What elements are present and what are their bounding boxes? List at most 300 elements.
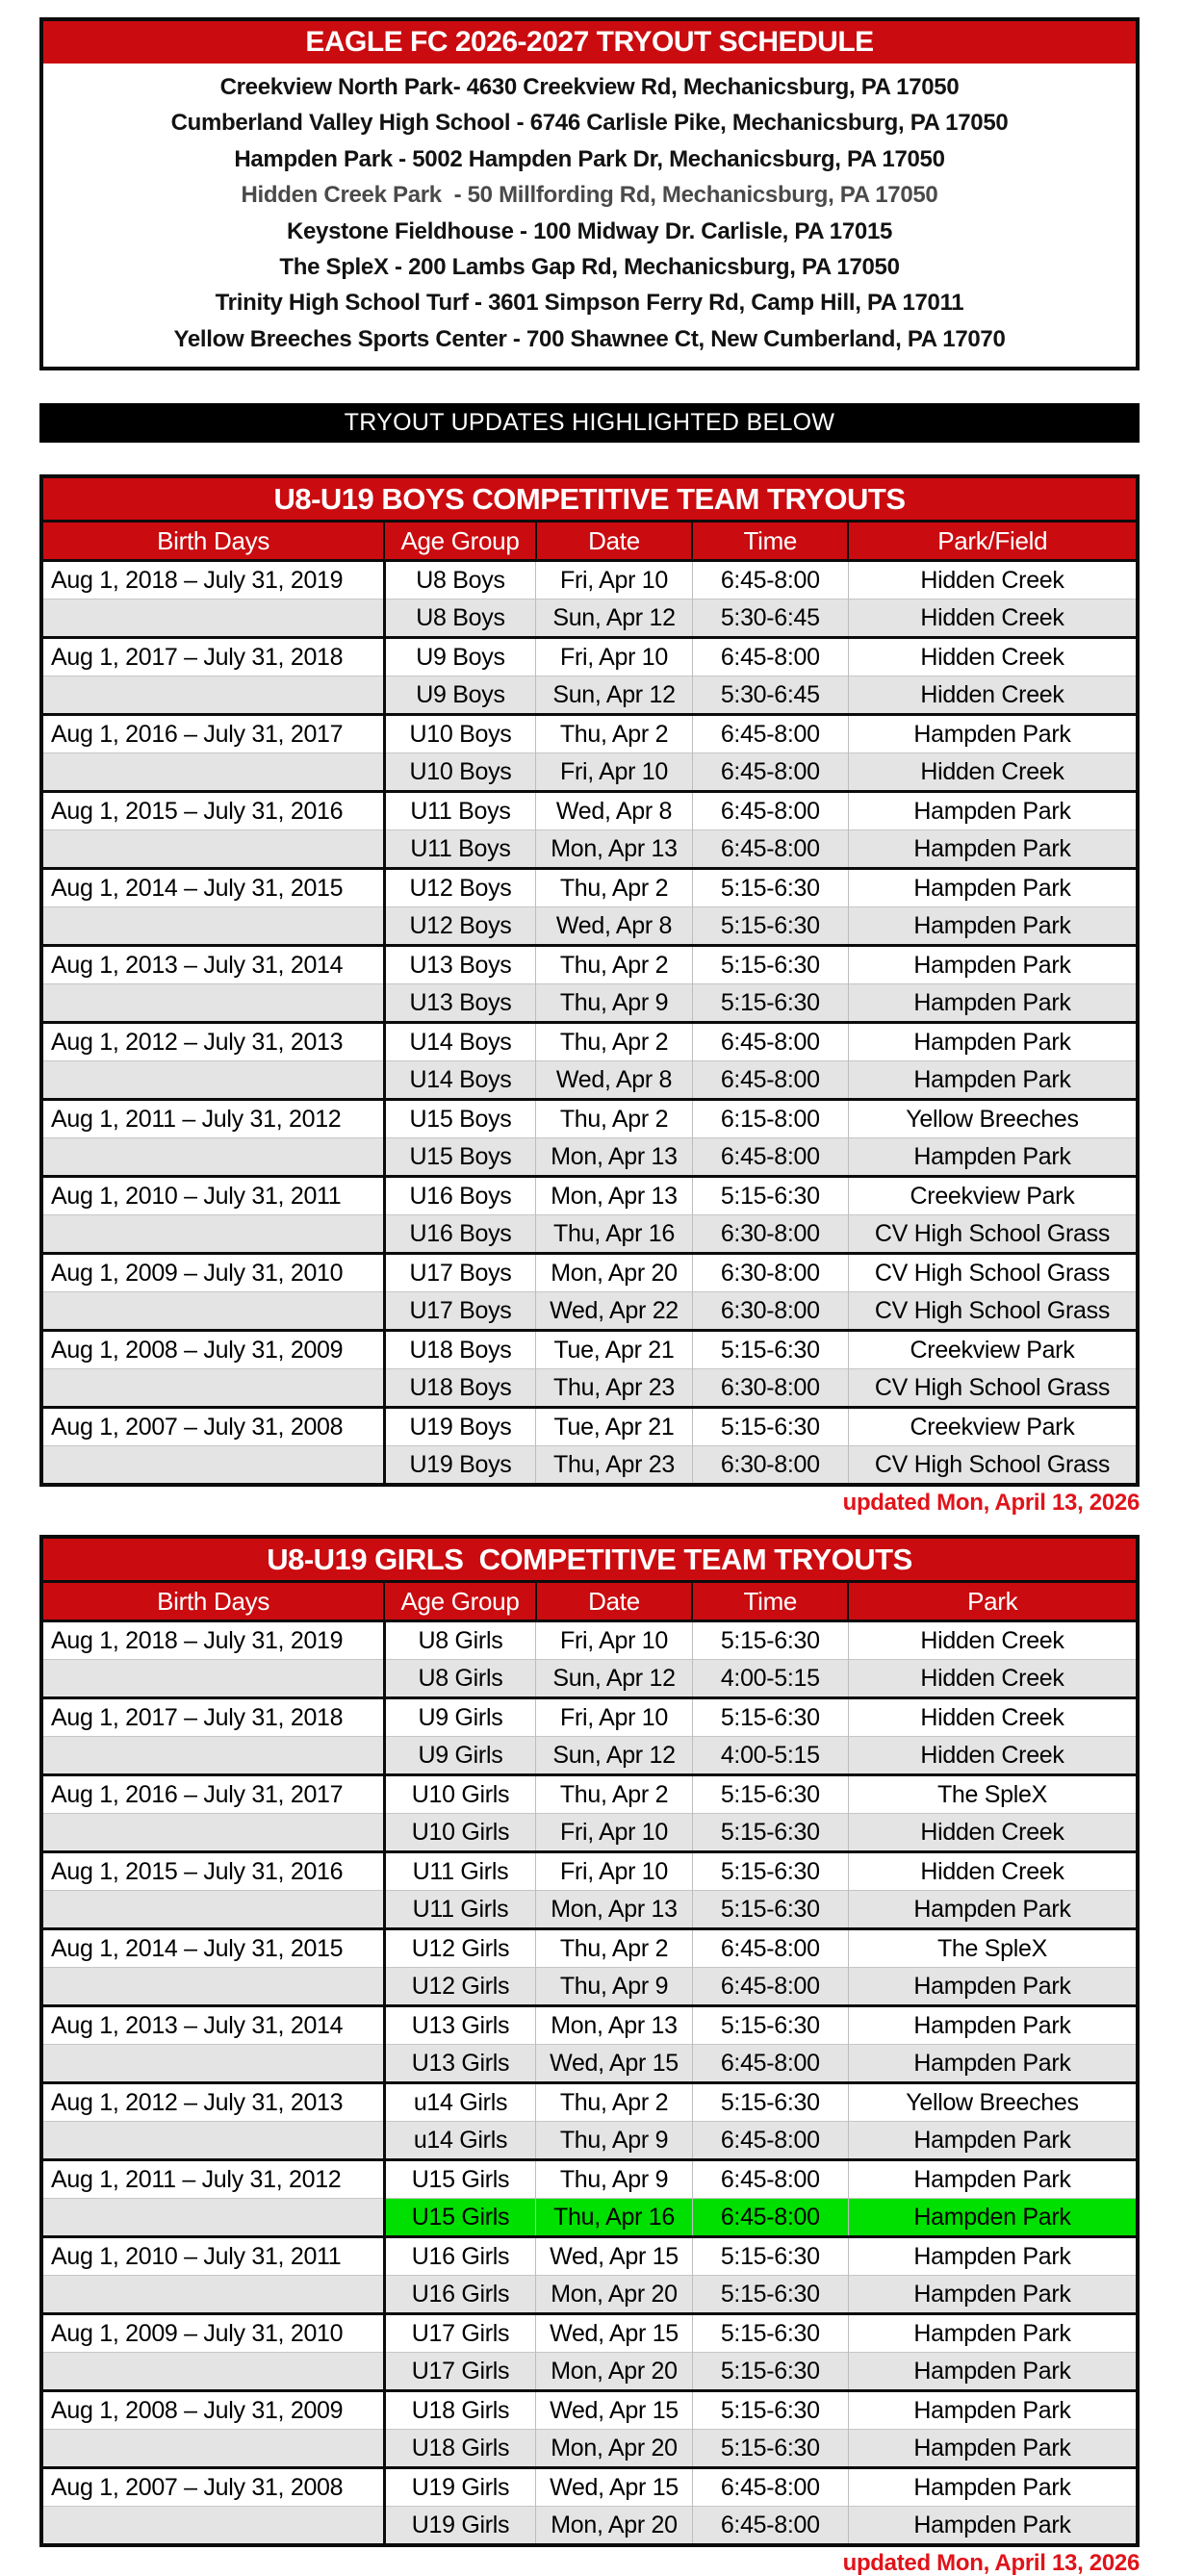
date-cell: Fri, Apr 10 — [536, 638, 692, 676]
table-row — [43, 1891, 1136, 1929]
table-row — [43, 599, 1136, 638]
table-row — [43, 2006, 1136, 2045]
time-cell: 6:30-8:00 — [692, 1369, 848, 1408]
table-row — [43, 2468, 1136, 2507]
table-row — [43, 1369, 1136, 1408]
age-group-cell: U8 Boys — [384, 561, 536, 599]
park-cell: Hampden Park — [848, 1023, 1136, 1061]
boys-table-title: U8-U19 BOYS COMPETITIVE TEAM TRYOUTS — [43, 478, 1136, 523]
park-cell: Hampden Park — [848, 1968, 1136, 2006]
birth-days-cell: Aug 1, 2007 – July 31, 2008 — [43, 2468, 384, 2507]
park-cell: Hampden Park — [848, 2160, 1136, 2199]
birth-days-cell — [43, 2430, 384, 2468]
age-group-cell: U15 Boys — [384, 1100, 536, 1138]
time-cell: 5:30-6:45 — [692, 676, 848, 715]
table-row — [43, 715, 1136, 753]
birth-days-cell — [43, 2507, 384, 2544]
birth-days-cell — [43, 1737, 384, 1775]
birth-days-cell — [43, 1061, 384, 1100]
park-cell: Hampden Park — [848, 1061, 1136, 1100]
location-line: Hampden Park - 5002 Hampden Park Dr, Mechanicsburg, PA 17050 — [234, 145, 945, 172]
age-group-cell: U19 Girls — [384, 2468, 536, 2507]
column-header: Time — [692, 523, 848, 561]
park-cell: Hidden Creek — [848, 676, 1136, 715]
park-cell: Creekview Park — [848, 1331, 1136, 1369]
date-cell: Wed, Apr 15 — [536, 2314, 692, 2353]
time-cell: 6:45-8:00 — [692, 2507, 848, 2544]
date-cell: Mon, Apr 20 — [536, 1254, 692, 1292]
time-cell: 6:45-8:00 — [692, 1968, 848, 2006]
column-header: Date — [536, 1583, 692, 1621]
birth-days-cell — [43, 907, 384, 946]
age-group-cell: U11 Girls — [384, 1891, 536, 1929]
birth-days-cell — [43, 1968, 384, 2006]
time-cell: 6:45-8:00 — [692, 830, 848, 869]
table-row — [43, 1929, 1136, 1968]
date-cell: Mon, Apr 13 — [536, 1177, 692, 1215]
table-row — [43, 1215, 1136, 1254]
park-cell: Hidden Creek — [848, 561, 1136, 599]
date-cell: Wed, Apr 15 — [536, 2391, 692, 2430]
park-cell: Hampden Park — [848, 1891, 1136, 1929]
age-group-cell: U18 Boys — [384, 1331, 536, 1369]
age-group-cell: U13 Boys — [384, 946, 536, 984]
date-cell: Thu, Apr 2 — [536, 2083, 692, 2122]
location-line: Creekview North Park- 4630 Creekview Rd, Mechanicsburg, PA 17050 — [219, 74, 960, 100]
park-cell: CV High School Grass — [848, 1369, 1136, 1408]
date-cell: Fri, Apr 10 — [536, 1698, 692, 1737]
table-row — [43, 2276, 1136, 2314]
date-cell: Mon, Apr 13 — [536, 2006, 692, 2045]
time-cell: 5:15-6:30 — [692, 2276, 848, 2314]
time-cell: 4:00-5:15 — [692, 1660, 848, 1698]
table-row — [43, 2507, 1136, 2544]
age-group-cell: U15 Boys — [384, 1138, 536, 1177]
park-cell: Hampden Park — [848, 2122, 1136, 2160]
birth-days-cell: Aug 1, 2009 – July 31, 2010 — [43, 2314, 384, 2353]
birth-days-cell: Aug 1, 2008 – July 31, 2009 — [43, 2391, 384, 2430]
date-cell: Wed, Apr 8 — [536, 1061, 692, 1100]
birth-days-cell — [43, 1292, 384, 1331]
date-cell: Fri, Apr 10 — [536, 1814, 692, 1852]
column-header: Time — [692, 1583, 848, 1621]
time-cell: 6:30-8:00 — [692, 1215, 848, 1254]
birth-days-cell: Aug 1, 2012 – July 31, 2013 — [43, 2083, 384, 2122]
table-row — [43, 2083, 1136, 2122]
table-row — [43, 984, 1136, 1023]
park-cell: The SpleX — [848, 1775, 1136, 1814]
time-cell: 5:15-6:30 — [692, 2353, 848, 2391]
time-cell: 5:15-6:30 — [692, 2083, 848, 2122]
park-cell: CV High School Grass — [848, 1292, 1136, 1331]
park-cell: Hampden Park — [848, 830, 1136, 869]
time-cell: 6:30-8:00 — [692, 1292, 848, 1331]
updates-banner: TRYOUT UPDATES HIGHLIGHTED BELOW — [39, 403, 1140, 443]
time-cell: 6:45-8:00 — [692, 2160, 848, 2199]
time-cell: 6:45-8:00 — [692, 1023, 848, 1061]
time-cell: 6:15-8:00 — [692, 1100, 848, 1138]
park-cell: Hidden Creek — [848, 638, 1136, 676]
age-group-cell: U13 Girls — [384, 2006, 536, 2045]
table-row — [43, 1660, 1136, 1698]
location-line: Yellow Breeches Sports Center - 700 Shawnee Ct, New Cumberland, PA 17070 — [173, 325, 1006, 352]
birth-days-cell — [43, 1369, 384, 1408]
table-row — [43, 946, 1136, 984]
time-cell: 5:15-6:30 — [692, 1331, 848, 1369]
age-group-cell: U10 Girls — [384, 1814, 536, 1852]
time-cell: 5:15-6:30 — [692, 2314, 848, 2353]
date-cell: Mon, Apr 13 — [536, 830, 692, 869]
date-cell: Fri, Apr 10 — [536, 561, 692, 599]
age-group-cell: U16 Girls — [384, 2237, 536, 2276]
birth-days-cell: Aug 1, 2018 – July 31, 2019 — [43, 1621, 384, 1660]
birth-days-cell: Aug 1, 2007 – July 31, 2008 — [43, 1408, 384, 1446]
park-cell: Hampden Park — [848, 2468, 1136, 2507]
time-cell: 6:30-8:00 — [692, 1254, 848, 1292]
age-group-cell: U8 Boys — [384, 599, 536, 638]
park-cell: Hampden Park — [848, 2391, 1136, 2430]
date-cell: Tue, Apr 21 — [536, 1408, 692, 1446]
table-row — [43, 753, 1136, 792]
date-cell: Fri, Apr 10 — [536, 1621, 692, 1660]
age-group-cell: U12 Boys — [384, 907, 536, 946]
birth-days-cell — [43, 2276, 384, 2314]
location-line: Trinity High School Turf - 3601 Simpson Ferry Rd, Camp Hill, PA 17011 — [215, 290, 964, 317]
date-cell: Sun, Apr 12 — [536, 1737, 692, 1775]
date-cell: Thu, Apr 9 — [536, 2160, 692, 2199]
date-cell: Thu, Apr 23 — [536, 1446, 692, 1484]
park-cell: Yellow Breeches — [848, 2083, 1136, 2122]
age-group-cell: U17 Boys — [384, 1254, 536, 1292]
table-row — [43, 2199, 1136, 2237]
age-group-cell: U14 Boys — [384, 1061, 536, 1100]
time-cell: 5:15-6:30 — [692, 2430, 848, 2468]
age-group-cell: u14 Girls — [384, 2122, 536, 2160]
age-group-cell: U17 Boys — [384, 1292, 536, 1331]
birth-days-cell — [43, 1660, 384, 1698]
table-row — [43, 1775, 1136, 1814]
time-cell: 6:45-8:00 — [692, 638, 848, 676]
age-group-cell: U9 Boys — [384, 638, 536, 676]
time-cell: 5:15-6:30 — [692, 1814, 848, 1852]
birth-days-cell — [43, 1138, 384, 1177]
column-header: Birth Days — [43, 523, 384, 561]
time-cell: 5:15-6:30 — [692, 907, 848, 946]
table-row — [43, 869, 1136, 907]
birth-days-cell: Aug 1, 2015 – July 31, 2016 — [43, 1852, 384, 1891]
time-cell: 5:15-6:30 — [692, 2391, 848, 2430]
age-group-cell: U17 Girls — [384, 2314, 536, 2353]
age-group-cell: U12 Girls — [384, 1929, 536, 1968]
date-cell: Wed, Apr 15 — [536, 2468, 692, 2507]
table-row — [43, 2314, 1136, 2353]
date-cell: Thu, Apr 23 — [536, 1369, 692, 1408]
park-cell: Creekview Park — [848, 1177, 1136, 1215]
date-cell: Thu, Apr 2 — [536, 1775, 692, 1814]
date-cell: Thu, Apr 9 — [536, 2122, 692, 2160]
age-group-cell: U9 Girls — [384, 1737, 536, 1775]
table-row — [43, 1023, 1136, 1061]
location-directory — [39, 17, 1140, 370]
birth-days-cell: Aug 1, 2008 – July 31, 2009 — [43, 1331, 384, 1369]
table-row — [43, 1100, 1136, 1138]
date-cell: Mon, Apr 20 — [536, 2276, 692, 2314]
birth-days-cell: Aug 1, 2016 – July 31, 2017 — [43, 715, 384, 753]
time-cell: 5:15-6:30 — [692, 1408, 848, 1446]
park-cell: Hampden Park — [848, 2507, 1136, 2544]
age-group-cell: U19 Girls — [384, 2507, 536, 2544]
park-cell: Hidden Creek — [848, 1698, 1136, 1737]
table-row — [43, 1968, 1136, 2006]
age-group-cell: U15 Girls — [384, 2199, 536, 2237]
page-title: EAGLE FC 2026-2027 TRYOUT SCHEDULE — [43, 21, 1136, 64]
table-row — [43, 1292, 1136, 1331]
birth-days-cell: Aug 1, 2011 – July 31, 2012 — [43, 2160, 384, 2199]
birth-days-cell — [43, 2199, 384, 2237]
date-cell: Mon, Apr 20 — [536, 2507, 692, 2544]
park-cell: The SpleX — [848, 1929, 1136, 1968]
park-cell: Hidden Creek — [848, 1737, 1136, 1775]
date-cell: Fri, Apr 10 — [536, 753, 692, 792]
location-line: The SpleX - 200 Lambs Gap Rd, Mechanicsburg, PA 17050 — [279, 254, 900, 281]
table-row — [43, 1852, 1136, 1891]
table-row — [43, 561, 1136, 599]
park-cell: Hampden Park — [848, 869, 1136, 907]
time-cell: 5:15-6:30 — [692, 2237, 848, 2276]
birth-days-cell — [43, 2045, 384, 2083]
birth-days-cell: Aug 1, 2017 – July 31, 2018 — [43, 638, 384, 676]
birth-days-cell: Aug 1, 2016 – July 31, 2017 — [43, 1775, 384, 1814]
date-cell: Thu, Apr 2 — [536, 869, 692, 907]
park-cell: Hidden Creek — [848, 753, 1136, 792]
age-group-cell: U16 Girls — [384, 2276, 536, 2314]
table-row — [43, 676, 1136, 715]
age-group-cell: U10 Girls — [384, 1775, 536, 1814]
park-cell: Hampden Park — [848, 2314, 1136, 2353]
age-group-cell: U9 Girls — [384, 1698, 536, 1737]
time-cell: 4:00-5:15 — [692, 1737, 848, 1775]
girls-tryouts-table — [39, 1535, 1140, 2547]
birth-days-cell: Aug 1, 2018 – July 31, 2019 — [43, 561, 384, 599]
time-cell: 5:15-6:30 — [692, 984, 848, 1023]
boys-schedule-grid — [43, 523, 1136, 1483]
date-cell: Thu, Apr 9 — [536, 1968, 692, 2006]
age-group-cell: U10 Boys — [384, 715, 536, 753]
park-cell: Hampden Park — [848, 2276, 1136, 2314]
birth-days-cell — [43, 984, 384, 1023]
time-cell: 5:15-6:30 — [692, 1177, 848, 1215]
age-group-cell: U13 Girls — [384, 2045, 536, 2083]
time-cell: 6:45-8:00 — [692, 792, 848, 830]
girls-table-title: U8-U19 GIRLS COMPETITIVE TEAM TRYOUTS — [43, 1539, 1136, 1583]
girls-schedule-grid — [43, 1583, 1136, 2543]
age-group-cell: U9 Boys — [384, 676, 536, 715]
age-group-cell: U12 Girls — [384, 1968, 536, 2006]
park-cell: Hampden Park — [848, 2353, 1136, 2391]
date-cell: Thu, Apr 2 — [536, 715, 692, 753]
birth-days-cell — [43, 830, 384, 869]
park-cell: Hampden Park — [848, 946, 1136, 984]
date-cell: Thu, Apr 2 — [536, 1929, 692, 1968]
location-line: Keystone Fieldhouse - 100 Midway Dr. Carlisle, PA 17015 — [286, 217, 893, 244]
park-cell: CV High School Grass — [848, 1446, 1136, 1484]
table-row — [43, 1698, 1136, 1737]
park-cell: Hidden Creek — [848, 1660, 1136, 1698]
table-row — [43, 1061, 1136, 1100]
park-cell: CV High School Grass — [848, 1215, 1136, 1254]
date-cell: Mon, Apr 13 — [536, 1138, 692, 1177]
date-cell: Mon, Apr 20 — [536, 2430, 692, 2468]
age-group-cell: U8 Girls — [384, 1660, 536, 1698]
date-cell: Thu, Apr 2 — [536, 1023, 692, 1061]
time-cell: 6:45-8:00 — [692, 561, 848, 599]
date-cell: Wed, Apr 8 — [536, 792, 692, 830]
park-cell: Hampden Park — [848, 2045, 1136, 2083]
age-group-cell: U12 Boys — [384, 869, 536, 907]
table-row — [43, 792, 1136, 830]
birth-days-cell: Aug 1, 2013 – July 31, 2014 — [43, 946, 384, 984]
birth-days-cell: Aug 1, 2014 – July 31, 2015 — [43, 1929, 384, 1968]
date-cell: Wed, Apr 22 — [536, 1292, 692, 1331]
table-row — [43, 2353, 1136, 2391]
time-cell: 5:15-6:30 — [692, 1698, 848, 1737]
age-group-cell: U18 Girls — [384, 2391, 536, 2430]
column-header: Age Group — [384, 523, 536, 561]
age-group-cell: U11 Boys — [384, 830, 536, 869]
time-cell: 5:15-6:30 — [692, 2006, 848, 2045]
birth-days-cell: Aug 1, 2009 – July 31, 2010 — [43, 1254, 384, 1292]
table-row — [43, 1737, 1136, 1775]
girls-updated-note: updated Mon, April 13, 2026 — [842, 2550, 1140, 2576]
time-cell: 6:45-8:00 — [692, 2045, 848, 2083]
date-cell: Tue, Apr 21 — [536, 1331, 692, 1369]
park-cell: Hidden Creek — [848, 1852, 1136, 1891]
table-row — [43, 1621, 1136, 1660]
table-row — [43, 1408, 1136, 1446]
park-cell: Hampden Park — [848, 2430, 1136, 2468]
date-cell: Thu, Apr 2 — [536, 946, 692, 984]
birth-days-cell: Aug 1, 2010 – July 31, 2011 — [43, 2237, 384, 2276]
column-header: Park — [848, 1583, 1136, 1621]
age-group-cell: U13 Boys — [384, 984, 536, 1023]
age-group-cell: u14 Girls — [384, 2083, 536, 2122]
birth-days-cell — [43, 1814, 384, 1852]
age-group-cell: U15 Girls — [384, 2160, 536, 2199]
park-cell: CV High School Grass — [848, 1254, 1136, 1292]
time-cell: 6:45-8:00 — [692, 753, 848, 792]
park-cell: Hidden Creek — [848, 1814, 1136, 1852]
table-row — [43, 2237, 1136, 2276]
table-row — [43, 1254, 1136, 1292]
park-cell: Hampden Park — [848, 2199, 1136, 2237]
birth-days-cell — [43, 753, 384, 792]
birth-days-cell: Aug 1, 2017 – July 31, 2018 — [43, 1698, 384, 1737]
birth-days-cell — [43, 599, 384, 638]
boys-table-body — [43, 561, 1136, 1484]
date-cell: Wed, Apr 15 — [536, 2045, 692, 2083]
time-cell: 6:45-8:00 — [692, 1138, 848, 1177]
time-cell: 5:15-6:30 — [692, 869, 848, 907]
table-row — [43, 2045, 1136, 2083]
date-cell: Thu, Apr 16 — [536, 1215, 692, 1254]
park-cell: Hampden Park — [848, 984, 1136, 1023]
age-group-cell: U11 Girls — [384, 1852, 536, 1891]
age-group-cell: U11 Boys — [384, 792, 536, 830]
birth-days-cell: Aug 1, 2015 – July 31, 2016 — [43, 792, 384, 830]
birth-days-cell: Aug 1, 2014 – July 31, 2015 — [43, 869, 384, 907]
column-header: Park/Field — [848, 523, 1136, 561]
date-cell: Thu, Apr 16 — [536, 2199, 692, 2237]
park-cell: Yellow Breeches — [848, 1100, 1136, 1138]
time-cell: 6:45-8:00 — [692, 1061, 848, 1100]
age-group-cell: U16 Boys — [384, 1177, 536, 1215]
park-cell: Hidden Creek — [848, 599, 1136, 638]
table-row — [43, 638, 1136, 676]
table-row — [43, 1331, 1136, 1369]
age-group-cell: U10 Boys — [384, 753, 536, 792]
park-cell: Hidden Creek — [848, 1621, 1136, 1660]
birth-days-cell — [43, 2122, 384, 2160]
table-row — [43, 1138, 1136, 1177]
birth-days-cell — [43, 1446, 384, 1484]
table-row — [43, 2160, 1136, 2199]
time-cell: 6:45-8:00 — [692, 715, 848, 753]
boys-updated-note: updated Mon, April 13, 2026 — [842, 1490, 1140, 1517]
date-cell: Wed, Apr 8 — [536, 907, 692, 946]
date-cell: Thu, Apr 9 — [536, 984, 692, 1023]
date-cell: Wed, Apr 15 — [536, 2237, 692, 2276]
column-header: Date — [536, 523, 692, 561]
age-group-cell: U18 Girls — [384, 2430, 536, 2468]
girls-header-row — [43, 1583, 1136, 1621]
park-cell: Hampden Park — [848, 792, 1136, 830]
girls-table-body — [43, 1621, 1136, 2544]
column-header: Age Group — [384, 1583, 536, 1621]
time-cell: 6:45-8:00 — [692, 1929, 848, 1968]
table-row — [43, 1814, 1136, 1852]
park-cell: Hampden Park — [848, 1138, 1136, 1177]
age-group-cell: U17 Girls — [384, 2353, 536, 2391]
park-cell: Creekview Park — [848, 1408, 1136, 1446]
park-cell: Hampden Park — [848, 2237, 1136, 2276]
boys-header-row — [43, 523, 1136, 561]
location-line: Cumberland Valley High School - 6746 Carlisle Pike, Mechanicsburg, PA 17050 — [170, 110, 1009, 137]
boys-tryouts-table — [39, 474, 1140, 1487]
park-cell: Hampden Park — [848, 715, 1136, 753]
birth-days-cell — [43, 1891, 384, 1929]
birth-days-cell — [43, 676, 384, 715]
birth-days-cell: Aug 1, 2012 – July 31, 2013 — [43, 1023, 384, 1061]
time-cell: 5:15-6:30 — [692, 946, 848, 984]
table-row — [43, 830, 1136, 869]
age-group-cell: U19 Boys — [384, 1408, 536, 1446]
age-group-cell: U8 Girls — [384, 1621, 536, 1660]
age-group-cell: U18 Boys — [384, 1369, 536, 1408]
table-row — [43, 2391, 1136, 2430]
birth-days-cell: Aug 1, 2011 – July 31, 2012 — [43, 1100, 384, 1138]
time-cell: 5:15-6:30 — [692, 1621, 848, 1660]
birth-days-cell: Aug 1, 2010 – July 31, 2011 — [43, 1177, 384, 1215]
park-cell: Hampden Park — [848, 2006, 1136, 2045]
age-group-cell: U19 Boys — [384, 1446, 536, 1484]
time-cell: 5:15-6:30 — [692, 1891, 848, 1929]
time-cell: 5:15-6:30 — [692, 1775, 848, 1814]
table-row — [43, 2122, 1136, 2160]
location-list — [43, 64, 1136, 367]
birth-days-cell — [43, 2353, 384, 2391]
birth-days-cell: Aug 1, 2013 – July 31, 2014 — [43, 2006, 384, 2045]
age-group-cell: U14 Boys — [384, 1023, 536, 1061]
